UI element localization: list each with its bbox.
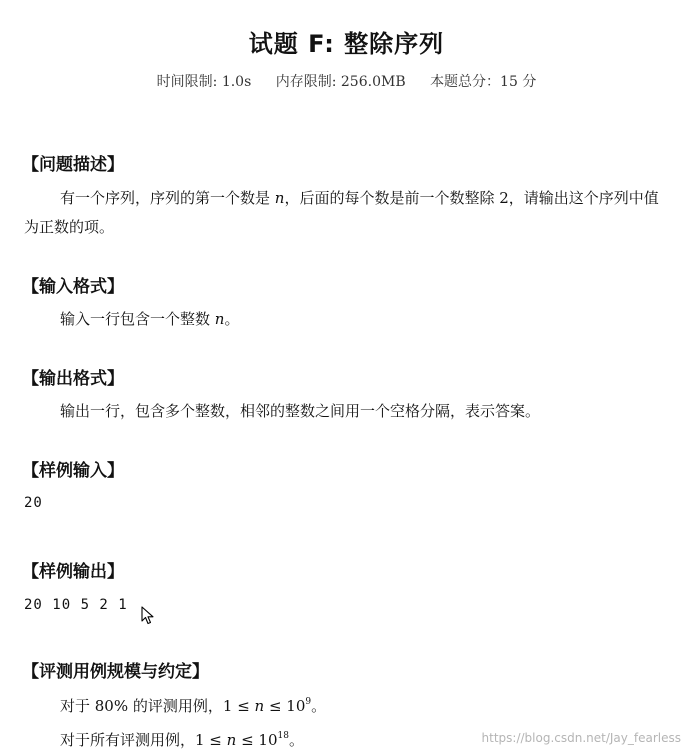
section-heading-input-format: 【输入格式】 xyxy=(22,277,124,297)
section-heading-sample-output: 【样例输出】 xyxy=(22,562,124,582)
section-heading-constraints: 【评测用例规模与约定】 xyxy=(22,662,209,682)
mouse-pointer-icon xyxy=(141,606,157,626)
math-var: n xyxy=(254,697,265,715)
total-score: 本题总分：15 分 xyxy=(430,74,537,90)
math-var: n xyxy=(214,310,225,328)
sample-output-value: 20 10 5 2 1 xyxy=(24,597,128,613)
math-var: n xyxy=(274,189,285,207)
constraint-line-1: 对于 80% 的评测用例，$1 \le n \le 10^9$。 xyxy=(60,697,327,715)
input-format-text: 输入一行包含一个整数 n。 xyxy=(60,310,240,328)
description-text: 有一个序列，序列的第一个数是 n，后面的每个数是前一个数整除 2，请输出这个序列中值为正数的项。 xyxy=(24,189,659,236)
memory-limit: 内存限制: 256.0MB xyxy=(275,74,406,90)
section-heading-output-format: 【输出格式】 xyxy=(22,369,124,389)
sample-input-value: 20 xyxy=(24,495,43,511)
output-format-text: 输出一行，包含多个整数，相邻的整数之间用一个空格分隔，表示答案。 xyxy=(60,402,541,420)
exponent: 9 xyxy=(305,697,312,707)
time-limit: 时间限制: 1.0s xyxy=(156,74,252,90)
problem-title: 试题 F: 整除序列 xyxy=(248,30,445,58)
watermark: https://blog.csdn.net/Jay_fearless xyxy=(481,731,681,745)
problem-meta xyxy=(0,71,693,91)
constraint-line-2: 对于所有评测用例，$1 \le n \le 10^{18}$。 xyxy=(60,731,304,749)
section-heading-sample-input: 【样例输入】 xyxy=(22,461,124,481)
section-heading-description: 【问题描述】 xyxy=(22,155,124,175)
exponent: 18 xyxy=(277,731,289,741)
math-var: n xyxy=(226,731,237,749)
